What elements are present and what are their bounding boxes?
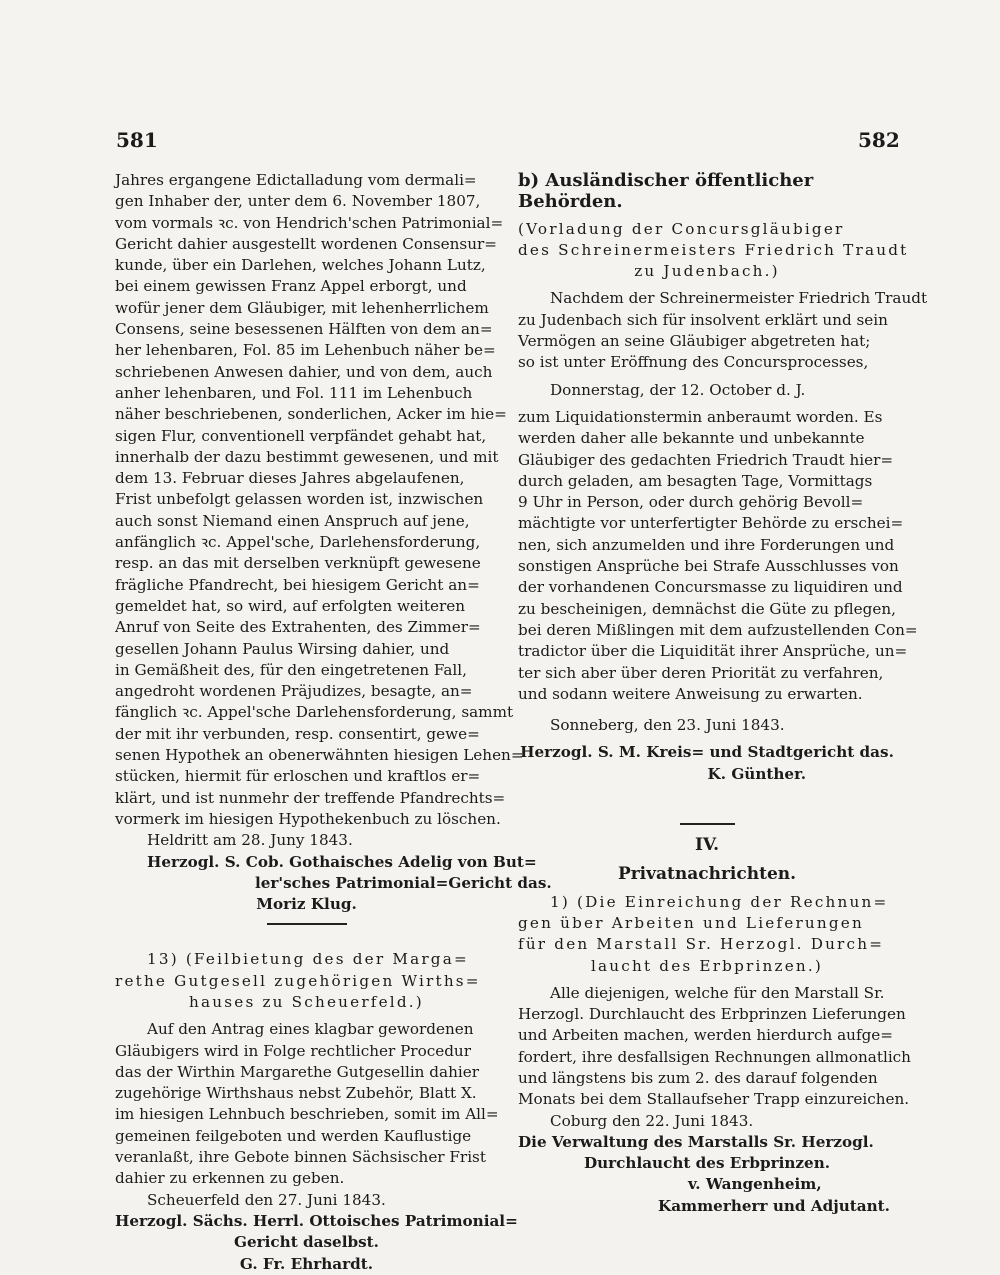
text-line: frägliche Pfandrecht, bei hiesigem Gericht an= (115, 575, 480, 594)
item-body-traudt (518, 288, 928, 373)
text-line: Jahres ergangene Edictalladung vom dermali= (115, 171, 477, 189)
text-line: gen über Arbeiten und Lieferungen (518, 913, 864, 932)
text-line: Consens, seine besessenen Hälften von dem an= (115, 320, 493, 339)
text-line: innerhalb der dazu bestimmt gewesenen, und mit (115, 447, 499, 466)
text-line: sonstigen Ansprüche bei Strafe Ausschlusses von (518, 557, 899, 576)
text-line: in Gemäßheit des, für den eingetretenen Fall, (115, 660, 467, 679)
text-line: Monats bei dem Stallaufseher Trapp einzureichen. (518, 1090, 910, 1109)
text-line: werden daher alle bekannte und unbekannte (518, 429, 865, 448)
text-line: Frist unbefolgt gelassen worden ist, inzwischen (115, 490, 484, 509)
text-line: stücken, hiermit für erloschen und kraftlos er= (115, 767, 481, 786)
text-line: 9 Uhr in Person, oder durch gehörig Bevoll= (518, 493, 864, 512)
item1-title (518, 892, 896, 977)
item-body2-traudt (518, 407, 918, 705)
item13-place-date: Scheuerfeld den 27. Juni 1843. (147, 1190, 386, 1209)
signature-klug: Moriz Klug. (256, 895, 357, 914)
text-line: nen, sich anzumelden und ihre Forderungen und (518, 535, 895, 554)
text-line: im hiesigen Lehnbuch beschrieben, somit im All= (115, 1105, 499, 1124)
text-line: durch geladen, am besagten Tage, Vormittags (518, 471, 873, 490)
text-line: bei einem gewissen Franz Appel erborgt, und (115, 277, 467, 296)
continued-notice-body (115, 170, 524, 830)
text-line: Gläubiger des gedachten Friedrich Traudt hier= (518, 450, 894, 469)
text-line: so ist unter Eröffnung des Concursprocesses, (518, 353, 869, 372)
text-line: 1) (Die Einreichung der Rechnun= (550, 892, 889, 911)
section-title-foreign-authorities: b) Ausländischer öffentlicher Behörden. (518, 170, 814, 213)
text-line: zugehörige Wirthshaus nebst Zubehör, Blatt X. (115, 1084, 477, 1103)
text-line: angedroht wordenen Präjudizes, besagte, an= (115, 682, 473, 701)
item1-authority (518, 1132, 896, 1175)
text-line: anfänglich ꝛc. Appel'sche, Darlehensforderung, (115, 533, 481, 552)
signature-guenther: K. Günther. (707, 764, 806, 783)
text-line: bei deren Mißlingen mit dem aufzustellenden Con= (518, 620, 918, 639)
text-line: her lehenbaren, Fol. 85 im Lehenbuch näher be= (115, 341, 496, 360)
text-line: näher beschriebenen, sonderlichen, Acker im hie= (115, 405, 507, 424)
text-line: (Vorladung der Concursgläubiger (518, 219, 845, 238)
text-line: für den Marstall Sr. Herzogl. Durch= (518, 935, 885, 954)
place-date-sonneberg: Sonneberg, den 23. Juni 1843. (550, 716, 785, 735)
text-line: fänglich ꝛc. Appel'sche Darlehensforderung, sammt (115, 703, 514, 722)
text-line: ter sich aber über deren Priorität zu verfahren, (518, 663, 884, 682)
text-line: zu bescheinigen, demnächst die Güte zu pflegen, (518, 599, 896, 618)
text-line: Alle diejenigen, welche für den Marstall Sr. (550, 983, 885, 1002)
text-line: v. Wangenheim, (688, 1175, 822, 1194)
text-line: Herzogl. S. Cob. Gothaisches Adelig von But= (147, 852, 537, 871)
page-number-left: 581 (116, 128, 158, 152)
text-line: 13) (Feilbietung des der Marga= (147, 950, 469, 969)
right-column (518, 170, 928, 1217)
text-line: Kammerherr und Adjutant. (658, 1196, 890, 1215)
text-line: senen Hypothek an obenerwähnten hiesigen Lehen= (115, 746, 524, 765)
text-line: Nachdem der Schreinermeister Friedrich Traudt (550, 289, 928, 308)
text-line: schriebenen Anwesen dahier, und von dem, auch (115, 362, 493, 381)
divider-rule (680, 823, 735, 825)
place-date-heldritt: Heldritt am 28. Juny 1843. (147, 831, 353, 850)
item13-body (115, 1019, 498, 1189)
text-line: tradictor über die Liquidität ihrer Ansprüche, un= (518, 642, 908, 661)
text-line: vom vormals ꝛc. von Hendrich'schen Patrimonial= (115, 213, 504, 232)
text-line: Vermögen an seine Gläubiger abgetreten hat; (518, 332, 871, 351)
text-line: und sodann weitere Anweisung zu erwarten. (518, 684, 863, 703)
section-iv-number: IV. (694, 835, 720, 856)
text-line: mächtigte vor unterfertigter Behörde zu erschei= (518, 514, 904, 533)
text-line: wofür jener dem Gläubiger, mit lehenherrlichem (115, 298, 489, 317)
text-line: vormerk im hiesigen Hypothekenbuch zu löschen. (115, 809, 501, 828)
text-line: gesellen Johann Paulus Wirsing dahier, und (115, 639, 450, 658)
page-number-right: 582 (858, 128, 900, 152)
text-line: fordert, ihre desfallsigen Rechnungen allmonatlich (518, 1047, 911, 1066)
item13-signature: G. Fr. Ehrhardt. (239, 1254, 374, 1273)
divider-rule (267, 923, 347, 925)
text-line: und Arbeiten machen, werden hierdurch aufge= (518, 1026, 894, 1045)
text-line: ler'sches Patrimonial=Gericht das. (255, 873, 552, 892)
item1-signature (518, 1174, 896, 1217)
text-line: Auf den Antrag eines klagbar gewordenen (147, 1020, 474, 1039)
text-line: dem 13. Februar dieses Jahres abgelaufenen, (115, 469, 465, 488)
authority-butler (115, 852, 552, 895)
item1-body (518, 983, 911, 1111)
text-line: Herzogl. Sächs. Herrl. Ottoisches Patrimonial= (115, 1211, 518, 1230)
text-line: gemeldet hat, so wird, auf erfolgten weiteren (115, 596, 465, 615)
date-line: Donnerstag, der 12. October d. J. (550, 380, 806, 399)
text-line: Herzogl. Durchlaucht des Erbprinzen Lieferungen (518, 1005, 906, 1024)
text-line: des Schreinermeisters Friedrich Traudt (518, 240, 909, 259)
text-line: der mit ihr verbunden, resp. consentirt, gewe= (115, 724, 480, 743)
text-line: auch sonst Niemand einen Anspruch auf jene, (115, 511, 470, 530)
text-line: veranlaßt, ihre Gebote binnen Sächsischer Frist (115, 1148, 486, 1167)
item1-place-date: Coburg den 22. Juni 1843. (550, 1111, 754, 1130)
item13-authority (115, 1211, 518, 1254)
text-line: laucht des Erbprinzen.) (590, 956, 824, 975)
text-line: der vorhandenen Concursmasse zu liquidiren und (518, 578, 903, 597)
text-line: kunde, über ein Darlehen, welches Johann Lutz, (115, 256, 486, 275)
text-line: klärt, und ist nunmehr der treffende Pfandrechts= (115, 788, 506, 807)
text-line: Die Verwaltung des Marstalls Sr. Herzogl. (518, 1132, 874, 1151)
text-line: zum Liquidationstermin anberaumt worden. Es (518, 407, 883, 426)
text-line: anher lehenbaren, und Fol. 111 im Lehenbuch (115, 383, 473, 402)
text-line: rethe Gutgesell zugehörigen Wirths= (115, 971, 481, 990)
text-line: gemeinen feilgeboten und werden Kauflustige (115, 1126, 472, 1145)
text-line: dahier zu erkennen zu geben. (115, 1169, 345, 1188)
text-line: Anruf von Seite des Extrahenten, des Zimmer= (115, 618, 481, 637)
text-line: sigen Flur, conventionell verpfändet gehabt hat, (115, 426, 487, 445)
section-iv-title: Privatnachrichten. (617, 864, 797, 885)
item-title-traudt (518, 219, 909, 283)
text-line: Gericht dahier ausgestellt wordenen Consensur= (115, 234, 497, 253)
text-line: zu Judenbach.) (634, 262, 780, 281)
text-line: hauses zu Scheuerfeld.) (189, 992, 424, 1011)
item13-title (115, 949, 498, 1013)
text-line: gen Inhaber der, unter dem 6. November 1807, (115, 192, 481, 211)
text-line: Durchlaucht des Erbprinzen. (583, 1154, 831, 1173)
left-column (115, 170, 552, 1275)
authority-sonneberg: Herzogl. S. M. Kreis= und Stadtgericht das. (520, 743, 894, 762)
text-line: Gläubigers wird in Folge rechtlicher Procedur (115, 1041, 471, 1060)
text-line: Gericht daselbst. (234, 1233, 379, 1252)
text-line: und längstens bis zum 2. des darauf folgenden (518, 1068, 878, 1087)
text-line: resp. an das mit derselben verknüpft gewesene (115, 554, 481, 573)
text-line: das der Wirthin Margarethe Gutgesellin dahier (115, 1062, 479, 1081)
text-line: zu Judenbach sich für insolvent erklärt und sein (518, 310, 888, 329)
